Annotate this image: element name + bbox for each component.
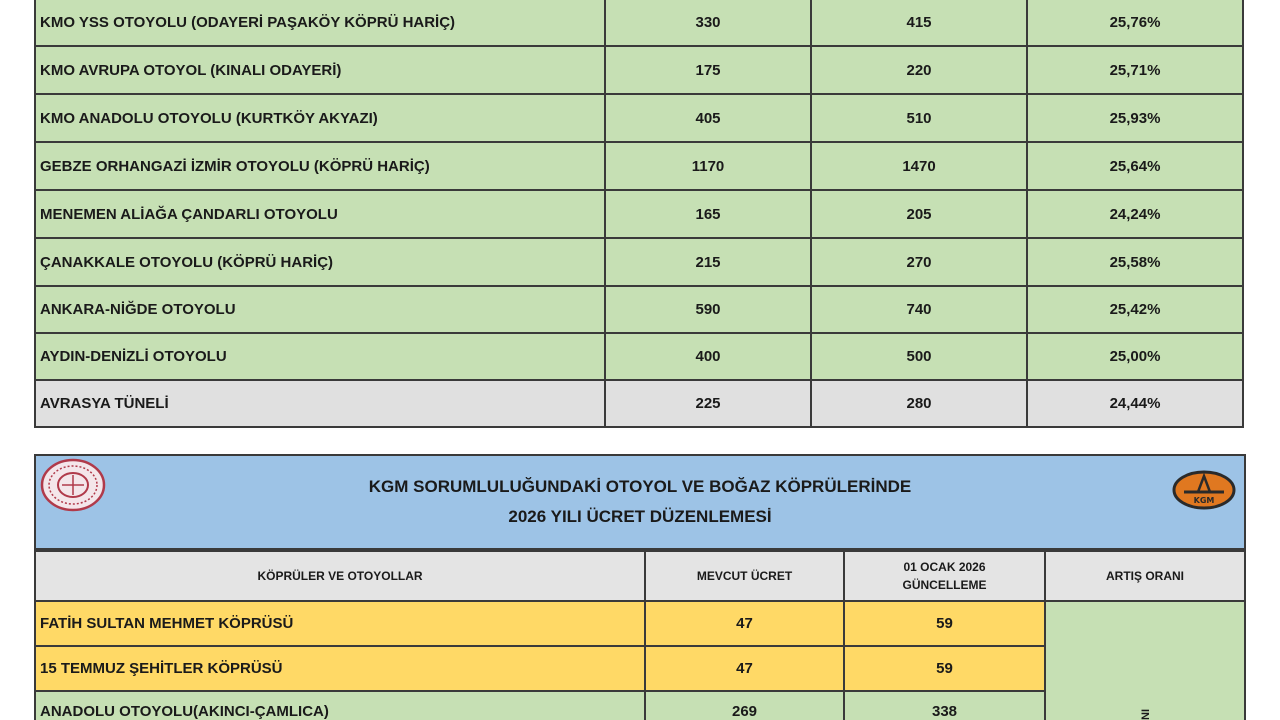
grid-line: [34, 548, 1246, 552]
top-row-rate: 24,24%: [1028, 191, 1242, 237]
top-row-current: 225: [606, 381, 810, 426]
table-title: [36, 456, 1244, 548]
kgm-logo-text: KGM: [1193, 496, 1215, 505]
grid-line: [34, 237, 1244, 239]
top-row-name: MENEMEN ALİAĞA ÇANDARLI OTOYOLU: [36, 191, 604, 237]
header-rate: ARTIŞ ORANI: [1046, 552, 1244, 600]
top-row-current: 175: [606, 47, 810, 93]
top-row-updated: 415: [812, 0, 1026, 45]
top-row-current: 400: [606, 334, 810, 379]
bottom-row-current: 47: [646, 602, 843, 645]
top-row-updated: 205: [812, 191, 1026, 237]
bottom-row-current: 269: [646, 692, 843, 720]
title-line-2: 2026 YILI ÜCRET DÜZENLEMESİ: [508, 507, 772, 526]
rate-vertical-text: NI: [1140, 709, 1152, 720]
grid-line: [34, 93, 1244, 95]
bottom-row-updated: 338: [845, 692, 1044, 720]
top-row-name: ANKARA-NİĞDE OTOYOLU: [36, 287, 604, 332]
bottom-row-updated: 59: [845, 647, 1044, 690]
grid-line: [1044, 552, 1046, 720]
grid-line: [1244, 454, 1246, 720]
header-updated-line1: 01 OCAK 2026: [903, 560, 986, 574]
top-row-updated: 1470: [812, 143, 1026, 189]
top-row-rate: 25,58%: [1028, 239, 1242, 285]
grid-line: [34, 189, 1244, 191]
header-current: MEVCUT ÜCRET: [646, 552, 843, 600]
grid-line: [34, 379, 1244, 381]
top-row-updated: 740: [812, 287, 1026, 332]
grid-line: [34, 645, 1046, 647]
bottom-row-name: FATİH SULTAN MEHMET KÖPRÜSÜ: [36, 602, 644, 645]
top-row-updated: 510: [812, 95, 1026, 141]
top-row-rate: 25,76%: [1028, 0, 1242, 45]
top-row-updated: 500: [812, 334, 1026, 379]
grid-line: [644, 552, 646, 720]
grid-line: [604, 0, 606, 428]
top-row-current: 215: [606, 239, 810, 285]
top-row-current: 165: [606, 191, 810, 237]
grid-line: [1242, 0, 1244, 428]
top-row-current: 405: [606, 95, 810, 141]
top-row-name: AYDIN-DENİZLİ OTOYOLU: [36, 334, 604, 379]
top-row-name: AVRASYA TÜNELİ: [36, 381, 604, 426]
top-row-rate: 25,71%: [1028, 47, 1242, 93]
top-row-name: GEBZE ORHANGAZİ İZMİR OTOYOLU (KÖPRÜ HARİÇ): [36, 143, 604, 189]
top-row-current: 330: [606, 0, 810, 45]
grid-line: [34, 332, 1244, 334]
header-updated: [845, 552, 1044, 600]
top-row-current: 590: [606, 287, 810, 332]
grid-line: [34, 454, 36, 720]
grid-line: [34, 141, 1244, 143]
grid-line: [843, 552, 845, 720]
grid-line: [34, 285, 1244, 287]
ministry-seal-icon: [40, 458, 106, 512]
grid-line: [34, 454, 1246, 456]
top-row-updated: 220: [812, 47, 1026, 93]
grid-line: [34, 45, 1244, 47]
top-row-current: 1170: [606, 143, 810, 189]
grid-line: [34, 600, 1246, 602]
kgm-logo-icon: [1172, 470, 1236, 510]
top-row-rate: 25,42%: [1028, 287, 1242, 332]
grid-line: [34, 0, 36, 428]
grid-line: [34, 690, 1046, 692]
header-updated-line2: GÜNCELLEME: [902, 578, 987, 592]
bottom-row-name: ANADOLU OTOYOLU(AKINCI-ÇAMLICA): [36, 692, 644, 720]
top-row-name: KMO ANADOLU OTOYOLU (KURTKÖY AKYAZI): [36, 95, 604, 141]
title-line-1: KGM SORUMLULUĞUNDAKİ OTOYOL VE BOĞAZ KÖPRÜLERİNDE: [368, 477, 912, 496]
top-row-updated: 280: [812, 381, 1026, 426]
grid-line: [810, 0, 812, 428]
top-row-name: ÇANAKKALE OTOYOLU (KÖPRÜ HARİÇ): [36, 239, 604, 285]
top-row-rate: 24,44%: [1028, 381, 1242, 426]
bottom-row-name: 15 TEMMUZ ŞEHİTLER KÖPRÜSÜ: [36, 647, 644, 690]
top-row-updated: 270: [812, 239, 1026, 285]
top-row-rate: 25,93%: [1028, 95, 1242, 141]
bottom-row-updated: 59: [845, 602, 1044, 645]
header-name: KÖPRÜLER VE OTOYOLLAR: [36, 552, 644, 600]
bottom-row-current: 47: [646, 647, 843, 690]
top-row-rate: 25,64%: [1028, 143, 1242, 189]
top-row-name: KMO AVRUPA OTOYOL (KINALI ODAYERİ): [36, 47, 604, 93]
top-row-name: KMO YSS OTOYOLU (ODAYERİ PAŞAKÖY KÖPRÜ HARİÇ): [36, 0, 604, 45]
grid-line: [34, 426, 1244, 428]
top-row-rate: 25,00%: [1028, 334, 1242, 379]
grid-line: [1026, 0, 1028, 428]
